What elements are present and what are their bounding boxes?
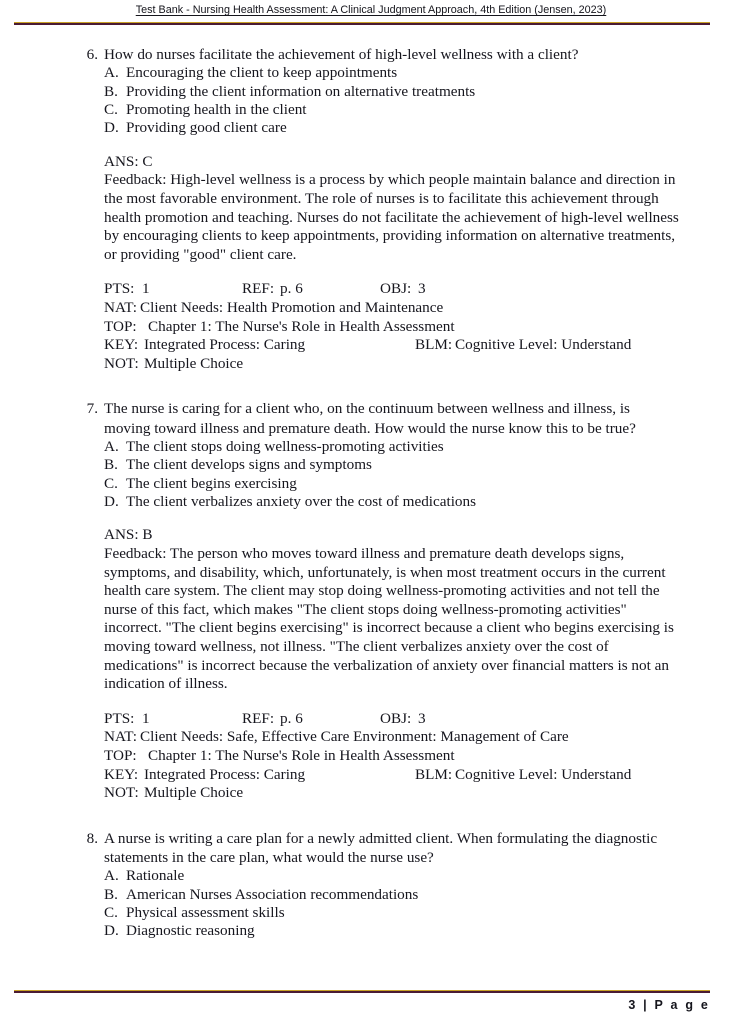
answer-option[interactable] xyxy=(104,64,680,82)
obj-value: 3 xyxy=(418,280,426,298)
question-metadata xyxy=(78,280,680,373)
option-letter: D. xyxy=(104,119,119,137)
header-title: Test Bank - Nursing Health Assessment: A Clinical Judgment Approach, 4th Edition (Jensen, 2023) xyxy=(135,4,607,16)
answer-option[interactable] xyxy=(104,119,680,137)
question-block xyxy=(0,45,742,373)
option-text: Rationale xyxy=(126,867,185,885)
page-number: 3 | P a g e xyxy=(628,998,710,1012)
answer-option[interactable] xyxy=(104,456,680,474)
question-number: 8. xyxy=(86,829,98,847)
feedback-text: Feedback: High-level wellness is a process by which people maintain balance and direction in the most favorable environment. The role of nurses is to facilitate this achievement through health promotion and teaching. Nurses do not facilitate the achievement of high-level wellness by encouraging clients to keep appointments, providing information on alternative treatments, or providing "good" client care. xyxy=(104,171,679,263)
obj-tag: OBJ: xyxy=(380,709,412,727)
not-value: Multiple Choice xyxy=(144,354,244,372)
option-letter: C. xyxy=(104,101,118,119)
pts-tag: PTS: xyxy=(104,280,135,298)
obj-value: 3 xyxy=(418,709,426,727)
option-letter: A. xyxy=(104,437,119,455)
option-letter: A. xyxy=(104,64,119,82)
option-letter: B. xyxy=(104,82,118,100)
option-text: Physical assessment skills xyxy=(126,903,285,921)
answer-area xyxy=(78,153,680,265)
answer-options-list xyxy=(78,64,680,138)
answer-option[interactable] xyxy=(104,886,680,904)
ref-value: p. 6 xyxy=(280,709,303,727)
pts-tag: PTS: xyxy=(104,709,135,727)
nat-tag: NAT: xyxy=(104,298,137,316)
metadata-row-not xyxy=(104,355,680,374)
option-text: Providing the client information on alternative treatments xyxy=(126,82,476,100)
blm-tag: BLM: xyxy=(415,765,453,783)
answer-key-line: ANS: C xyxy=(104,152,153,170)
answer-option[interactable] xyxy=(104,493,680,511)
top-tag: TOP: xyxy=(104,746,137,764)
metadata-row-top xyxy=(104,318,680,337)
feedback-text: Feedback: The person who moves toward illness and premature death develops signs, symptoms, and disability, which, unfortunately, is when most treatment occurs in the current health care system. The client may stop doing wellness-promoting activities and not tell the nurse of this fact, which makes "The client stops doing wellness-promoting activities" incorrect. "The client begins exercising" is incorrect because a client who begins exercising is moving toward wellness, not illness. "The client verbalizes anxiety over the cost of medications" is incorrect because the verbalization of anxiety over financial matters is not an indication of illness. xyxy=(104,544,674,693)
question-block xyxy=(0,399,742,802)
nat-tag: NAT: xyxy=(104,728,137,746)
option-text: The client verbalizes anxiety over the cost of medications xyxy=(126,492,477,510)
obj-tag: OBJ: xyxy=(380,280,412,298)
answer-options-list xyxy=(78,438,680,512)
blm-value: Cognitive Level: Understand xyxy=(455,336,632,354)
metadata-row-key xyxy=(104,336,680,355)
key-value: Integrated Process: Caring xyxy=(144,336,306,354)
question-block xyxy=(0,829,742,941)
option-letter: D. xyxy=(104,922,119,940)
option-text: The client stops doing wellness-promoting activities xyxy=(126,437,444,455)
metadata-row-pts xyxy=(104,280,680,299)
top-value: Chapter 1: The Nurse's Role in Health Assessment xyxy=(148,746,455,764)
answer-option[interactable] xyxy=(104,101,680,119)
answer-options-list xyxy=(78,867,680,941)
question-stem-row xyxy=(78,829,680,867)
nat-value: Client Needs: Safe, Effective Care Environment: Management of Care xyxy=(140,728,569,746)
page-content xyxy=(0,45,742,941)
key-tag: KEY: xyxy=(104,765,139,783)
top-tag: TOP: xyxy=(104,317,137,335)
question-stem-row xyxy=(78,399,680,437)
ref-value: p. 6 xyxy=(280,280,303,298)
blm-tag: BLM: xyxy=(415,336,453,354)
question-spacer xyxy=(0,803,742,829)
top-value: Chapter 1: The Nurse's Role in Health Assessment xyxy=(148,317,455,335)
ref-tag: REF: xyxy=(242,280,275,298)
footer-divider xyxy=(14,990,710,993)
key-value: Integrated Process: Caring xyxy=(144,765,306,783)
option-text: Providing good client care xyxy=(126,119,287,137)
question-number: 6. xyxy=(86,46,98,63)
question-stem-text: A nurse is writing a care plan for a newly admitted client. When formulating the diagnostic statements in the care plan, what would the nurse use? xyxy=(104,829,658,866)
answer-option[interactable] xyxy=(104,438,680,456)
answer-option[interactable] xyxy=(104,83,680,101)
header-divider xyxy=(14,22,710,25)
metadata-row-top xyxy=(104,747,680,766)
option-letter: C. xyxy=(104,474,118,492)
page-footer xyxy=(0,984,742,1036)
metadata-row-nat xyxy=(104,299,680,318)
option-letter: B. xyxy=(104,456,118,474)
nat-value: Client Needs: Health Promotion and Maintenance xyxy=(140,298,444,316)
not-value: Multiple Choice xyxy=(144,784,244,802)
pts-value: 1 xyxy=(142,709,150,727)
metadata-row-key xyxy=(104,766,680,785)
pts-value: 1 xyxy=(142,280,150,298)
option-letter: A. xyxy=(104,867,119,885)
option-text: The client develops signs and symptoms xyxy=(126,456,372,474)
question-stem-row xyxy=(78,45,680,64)
answer-option[interactable] xyxy=(104,922,680,940)
option-letter: C. xyxy=(104,903,118,921)
option-letter: D. xyxy=(104,492,119,510)
ref-tag: REF: xyxy=(242,709,275,727)
answer-option[interactable] xyxy=(104,904,680,922)
metadata-row-not xyxy=(104,784,680,803)
option-letter: B. xyxy=(104,885,118,903)
question-stem-text: The nurse is caring for a client who, on the continuum between wellness and illness, is moving toward illness and premature death. How would the nurse know this to be true? xyxy=(104,400,636,437)
metadata-row-pts xyxy=(104,710,680,729)
question-spacer xyxy=(0,373,742,399)
answer-key-line: ANS: B xyxy=(104,526,153,544)
answer-area xyxy=(78,526,680,693)
option-text: Encouraging the client to keep appointments xyxy=(126,64,398,82)
key-tag: KEY: xyxy=(104,336,139,354)
question-number: 7. xyxy=(86,400,98,418)
blm-value: Cognitive Level: Understand xyxy=(455,765,632,783)
option-text: Diagnostic reasoning xyxy=(126,922,255,940)
not-tag: NOT: xyxy=(104,354,139,372)
not-tag: NOT: xyxy=(104,784,139,802)
question-stem-text: How do nurses facilitate the achievement of high-level wellness with a client? xyxy=(104,46,579,63)
answer-option[interactable] xyxy=(104,475,680,493)
option-text: Promoting health in the client xyxy=(126,101,307,119)
question-metadata xyxy=(78,710,680,803)
answer-option[interactable] xyxy=(104,867,680,885)
page-header xyxy=(0,0,742,17)
metadata-row-nat xyxy=(104,728,680,747)
option-text: American Nurses Association recommendations xyxy=(126,885,419,903)
option-text: The client begins exercising xyxy=(126,474,297,492)
